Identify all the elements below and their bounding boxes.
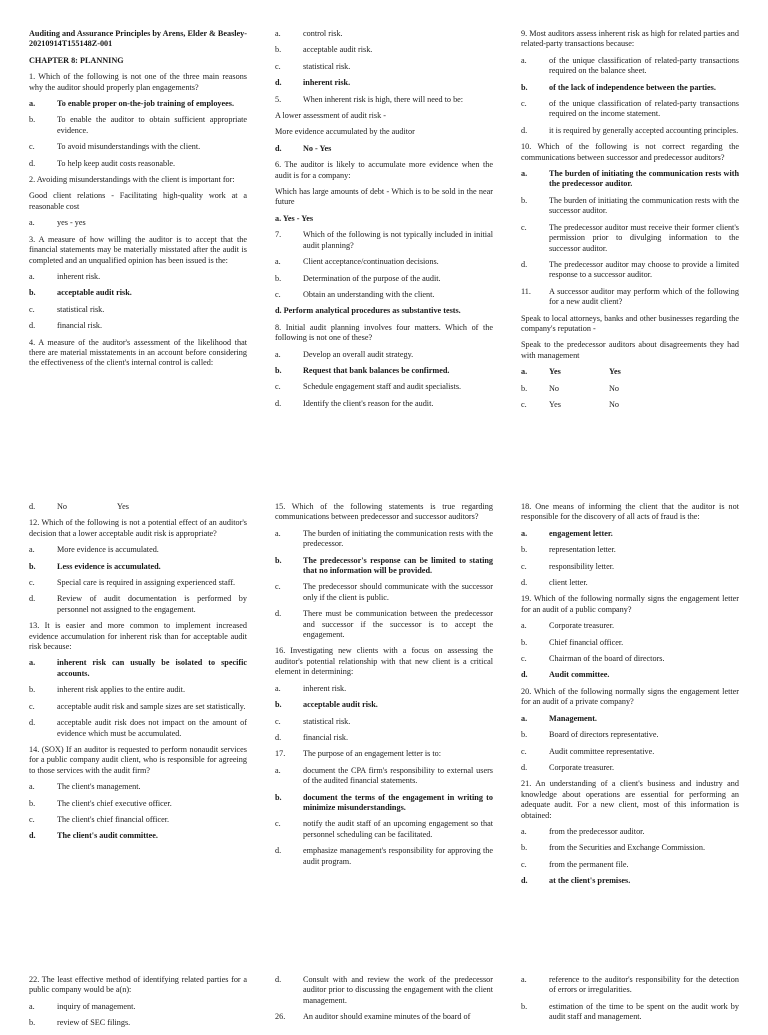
question-text: 6. The auditor is likely to accumulate more evidence when the audit is for a company: — [275, 160, 493, 180]
answer-first: No — [549, 383, 560, 393]
question-text: 9. Most auditors assess inherent risk as high for related parties and related-party transactions because: — [521, 29, 739, 49]
option-letter: a. — [29, 658, 36, 668]
option-letter: b. — [521, 82, 528, 92]
option-text: financial risk. — [57, 321, 103, 331]
option-text: document the CPA firm's responsibility to external users of the audited financial statements. — [303, 765, 493, 786]
option-text: The client's chief executive officer. — [57, 798, 172, 808]
option-text: Determination of the purpose of the audit. — [303, 273, 441, 283]
option-letter: b. — [29, 115, 36, 125]
option-text: it is required by generally accepted accounting principles. — [549, 125, 739, 135]
option-text: A successor auditor may perform which of the following for a new audit client? — [549, 286, 739, 307]
question-text: Which has large amounts of debt - Which is to be sold in the near future — [275, 187, 493, 207]
answer-second: Yes — [117, 502, 129, 511]
answer-option — [29, 272, 247, 282]
option-text: The predecessor auditor may choose to provide a limited response to a successor auditor. — [549, 259, 739, 280]
answer-option — [521, 638, 739, 648]
answer-second: No — [609, 399, 620, 409]
option-text: notify the audit staff of an upcoming engagement so that personnel scheduling can be facilitated. — [303, 819, 493, 839]
option-letter: b. — [275, 45, 282, 55]
answer-option — [29, 799, 247, 809]
yes-no-option — [521, 367, 739, 377]
option-letter: 7. — [275, 230, 282, 240]
option-letter: c. — [521, 399, 527, 409]
answer-option — [29, 1002, 247, 1012]
option-letter: d. — [275, 732, 282, 742]
option-text: inquiry of management. — [57, 1001, 136, 1011]
answer-option — [275, 975, 493, 1006]
option-text: The purpose of an engagement letter is to: — [303, 749, 442, 759]
answer-option — [275, 684, 493, 694]
option-letter: a. — [521, 169, 528, 179]
option-letter: b. — [275, 555, 282, 565]
option-letter: d. — [29, 158, 36, 168]
option-text: The client's management. — [57, 782, 141, 792]
option-text: inherent risk. — [303, 78, 351, 88]
answer-option — [275, 700, 493, 710]
option-letter: d. — [521, 578, 528, 588]
answer-option — [275, 257, 493, 267]
question-text: Speak to local attorneys, banks and other businesses regarding the company's reputation - — [521, 313, 739, 333]
option-letter: a. — [521, 528, 528, 538]
question-text: 12. Which of the following is not a potential effect of an auditor's decision that a lower acceptable audit risk is appropriate? — [29, 518, 247, 538]
option-text: control risk. — [303, 29, 343, 38]
answer-option — [521, 223, 739, 254]
answer-option — [521, 83, 739, 93]
option-text: acceptable audit risk. — [57, 288, 132, 298]
option-text: Special care is required in assigning experienced staff. — [57, 578, 236, 588]
answer-option — [29, 594, 247, 615]
option-text: Obtain an understanding with the client. — [303, 289, 435, 299]
answer-option — [275, 144, 493, 154]
option-text: The burden of initiating the communication rests with the predecessor auditor. — [549, 169, 739, 189]
answer-option — [521, 827, 739, 837]
option-text: Which of the following is not typically included in initial audit planning? — [303, 230, 493, 250]
answer-option — [521, 670, 739, 680]
option-text: inherent risk. — [57, 271, 101, 281]
answer-option — [275, 529, 493, 550]
question-text: 16. Investigating new clients with a focus on assessing the auditor's potential relationship with that new client is a critical element in determining: — [275, 646, 493, 677]
option-letter: a. — [29, 1001, 35, 1011]
page3-column-3 — [521, 975, 739, 1029]
answer-option — [521, 654, 739, 664]
option-letter: b. — [29, 798, 36, 808]
answer-option — [521, 126, 739, 136]
question-text: Good client relations - Facilitating high-quality work at a reasonable cost — [29, 191, 247, 211]
option-letter: d. — [29, 594, 36, 604]
option-text: Management. — [549, 713, 597, 723]
option-text: reference to the auditor's responsibility for the detection of errors or irregularities. — [549, 975, 739, 995]
option-letter: b. — [275, 365, 282, 375]
question-text: A lower assessment of audit risk - — [275, 111, 386, 121]
answer-option — [275, 29, 493, 39]
answer-option — [275, 230, 493, 251]
option-text: The burden of initiating the communication rests with the successor auditor. — [549, 195, 739, 216]
option-letter: d. — [275, 609, 282, 619]
answer-second: No — [609, 383, 620, 393]
option-text: financial risk. — [303, 732, 349, 742]
answer-option — [521, 621, 739, 631]
option-text: statistical risk. — [303, 61, 351, 71]
option-text: The predecessor auditor must receive their former client's permission prior to divulging information to the successor auditor. — [549, 222, 739, 253]
option-letter: a. — [29, 218, 35, 228]
option-letter: d. — [29, 321, 36, 331]
question-text: 4. A measure of the auditor's assessment of the likelihood that there are material misstatements in an account before considering the effectiveness of the client's internal control is called: — [29, 337, 247, 368]
option-text: The client's chief financial officer. — [57, 814, 170, 824]
answer-second: Yes — [609, 367, 621, 377]
option-letter: b. — [29, 288, 36, 298]
option-letter: b. — [275, 700, 282, 710]
answer-option — [29, 562, 247, 572]
option-letter: 5. — [275, 94, 282, 104]
option-letter: b. — [275, 273, 282, 283]
answer-option — [29, 545, 247, 555]
option-text: representation letter. — [549, 545, 616, 555]
option-letter: c. — [275, 382, 281, 392]
answer-option — [275, 399, 493, 409]
answer-option — [275, 382, 493, 392]
option-letter: b. — [521, 843, 528, 853]
question-text: 8. Initial audit planning involves four matters. Which of the following is not one of these? — [275, 322, 493, 343]
option-text: Identify the client's reason for the audit. — [303, 398, 434, 408]
option-letter: b. — [29, 1018, 36, 1028]
option-letter: c. — [29, 701, 35, 711]
answer-option — [275, 609, 493, 640]
option-letter: c. — [275, 716, 281, 726]
answer-option — [29, 142, 247, 152]
question-text: 1. Which of the following is not one of the three main reasons why the auditor should properly plan engagements? — [29, 72, 247, 92]
option-text: Chief financial officer. — [549, 637, 624, 647]
option-text: To avoid misunderstandings with the client. — [57, 142, 201, 152]
option-text: Corporate treasurer. — [549, 762, 615, 772]
option-letter: b. — [29, 561, 36, 571]
option-letter: 26. — [275, 1012, 286, 1022]
option-letter: a. — [521, 826, 527, 836]
option-letter: a. — [29, 271, 35, 281]
option-text: acceptable audit risk. — [303, 700, 378, 710]
page3-column-1 — [29, 975, 247, 1035]
page1-column-1 — [29, 29, 247, 375]
answer-option — [275, 366, 493, 376]
option-letter: a. — [29, 99, 36, 109]
answer-option — [29, 702, 247, 712]
answer-option — [29, 831, 247, 841]
option-letter: d. — [521, 670, 528, 680]
option-text: An auditor should examine minutes of the board of — [303, 1012, 471, 1022]
option-text: No - Yes — [303, 143, 332, 153]
option-letter: a. — [275, 683, 281, 693]
option-text: Develop an overall audit strategy. — [303, 349, 414, 359]
question-text: 19. Which of the following normally signs the engagement letter for an audit of a public company? — [521, 594, 739, 614]
answer-option — [521, 99, 739, 120]
option-letter: a. — [521, 713, 528, 723]
option-letter: d. — [521, 125, 528, 135]
option-letter: d. — [29, 831, 36, 841]
option-text: statistical risk. — [303, 716, 351, 726]
answer-option — [521, 1002, 739, 1023]
answer-option — [521, 562, 739, 572]
question-text: 2. Avoiding misunderstandings with the client is important for: — [29, 175, 235, 185]
option-letter: c. — [521, 859, 527, 869]
answer-option — [29, 718, 247, 739]
answer-option — [29, 218, 247, 228]
option-letter: b. — [29, 685, 36, 695]
option-letter: b. — [521, 730, 528, 740]
question-text: 21. An understanding of a client's business and industry and knowledge about operations are essential for performing an adequate audit. For a new client, most of this information is obtained: — [521, 779, 739, 820]
option-letter: a. — [275, 765, 281, 775]
answer-option — [275, 582, 493, 603]
answer-option — [29, 782, 247, 792]
option-text: To help keep audit costs reasonable. — [57, 158, 176, 168]
page2-column-1 — [29, 502, 247, 848]
option-text: Consult with and review the work of the predecessor auditor prior to discussing the engagement with the client management. — [303, 975, 493, 1005]
yes-no-option — [521, 400, 739, 410]
option-text: from the predecessor auditor. — [549, 826, 645, 836]
option-letter: c. — [275, 819, 281, 829]
page3-column-2 — [275, 975, 493, 1029]
answer-option — [275, 846, 493, 867]
option-text: The predecessor should communicate with the successor only if the client is public. — [303, 582, 493, 602]
option-letter: c. — [275, 582, 281, 592]
option-text: Chairman of the board of directors. — [549, 654, 665, 664]
answer-first: Yes — [549, 367, 561, 377]
option-letter: a. — [521, 621, 527, 631]
option-letter: 17. — [275, 749, 286, 759]
option-text: Less evidence is accumulated. — [57, 561, 161, 571]
answer-option — [521, 196, 739, 217]
answer-option — [521, 763, 739, 773]
answer-option — [275, 556, 493, 577]
option-text: of the lack of independence between the parties. — [549, 82, 716, 92]
option-letter: c. — [29, 304, 35, 314]
answer-option — [29, 115, 247, 136]
answer-option — [29, 159, 247, 169]
option-letter: d. — [275, 846, 282, 856]
option-text: To enable proper on-the-job training of employees. — [57, 99, 235, 109]
option-text: acceptable audit risk and sample sizes are set statistically. — [57, 701, 246, 711]
answer-first: No — [57, 502, 68, 511]
answer-first: Yes — [549, 399, 561, 409]
question-text: More evidence accumulated by the auditor — [275, 127, 415, 137]
option-text: statistical risk. — [57, 304, 105, 314]
option-text: document the terms of the engagement in writing to minimize misunderstandings. — [303, 792, 493, 812]
option-letter: c. — [29, 578, 35, 588]
answer-option — [521, 876, 739, 886]
answer-option — [275, 274, 493, 284]
answer-option — [275, 78, 493, 88]
question-text: 10. Which of the following is not correct regarding the communications between successor and predecessor auditors? — [521, 142, 739, 162]
answer-option — [521, 843, 739, 853]
heading: CHAPTER 8: PLANNING — [29, 55, 124, 65]
option-text: When inherent risk is high, there will need to be: — [303, 94, 464, 104]
answer-option — [275, 62, 493, 72]
option-text: The client's audit committee. — [57, 831, 158, 841]
answer-option — [521, 860, 739, 870]
option-letter: a. — [29, 782, 35, 792]
page2-column-3 — [521, 502, 739, 893]
question-text: 14. (SOX) If an auditor is requested to perform nonaudit services for a public company audit client, who is responsible for agreeing to those services with the audit firm? — [29, 744, 247, 775]
answer-option — [521, 578, 739, 588]
option-letter: c. — [521, 654, 527, 664]
option-letter: c. — [521, 222, 527, 232]
option-letter: d. — [275, 143, 282, 153]
answer-option — [275, 350, 493, 360]
option-text: emphasize management's responsibility for approving the audit program. — [303, 846, 493, 866]
answer-option — [29, 658, 247, 679]
option-text: acceptable audit risk. — [303, 45, 373, 55]
option-text: inherent risk can usually be isolated to specific accounts. — [57, 658, 247, 678]
answer-option — [521, 714, 739, 724]
option-letter: b. — [521, 383, 528, 393]
question-text: a. Yes - Yes — [275, 213, 314, 223]
answer-option — [275, 766, 493, 787]
answer-option — [521, 529, 739, 539]
option-letter: a. — [275, 528, 281, 538]
option-letter: d. — [275, 398, 282, 408]
answer-option — [521, 730, 739, 740]
option-letter: a. — [521, 367, 528, 377]
option-text: from the permanent file. — [549, 859, 629, 869]
option-text: Review of audit documentation is performed by personnel not assigned to the engagement. — [57, 594, 247, 614]
option-letter: b. — [275, 792, 282, 802]
option-text: inherent risk applies to the entire audit. — [57, 685, 186, 695]
page2-column-2 — [275, 502, 493, 873]
option-letter: c. — [521, 746, 527, 756]
option-text: Schedule engagement staff and audit specialists. — [303, 382, 462, 392]
answer-option — [521, 545, 739, 555]
option-text: The burden of initiating the communication rests with the predecessor. — [303, 528, 493, 549]
question-text: Speak to the predecessor auditors about disagreements they had with management — [521, 340, 739, 360]
option-text: There must be communication between the predecessor and successor if the successor is to accept the engagement. — [303, 609, 493, 640]
yes-no-option — [521, 384, 739, 394]
answer-option — [521, 747, 739, 757]
answer-option — [29, 685, 247, 695]
option-text: at the client's premises. — [549, 876, 631, 886]
option-letter: c. — [29, 142, 35, 152]
answer-option — [29, 305, 247, 315]
question-text: 20. Which of the following normally signs the engagement letter for an audit of a private company? — [521, 686, 739, 707]
option-text: review of SEC filings. — [57, 1018, 131, 1028]
option-letter: c. — [29, 814, 35, 824]
option-letter: b. — [521, 637, 528, 647]
option-letter: d. — [275, 975, 282, 984]
option-text: Audit committee representative. — [549, 746, 655, 756]
option-text: Audit committee. — [549, 670, 610, 680]
option-text: inherent risk. — [303, 683, 347, 693]
answer-option — [29, 99, 247, 109]
option-letter: c. — [521, 561, 527, 571]
option-text: Request that bank balances be confirmed. — [303, 365, 450, 375]
option-text: Client acceptance/continuation decisions. — [303, 257, 439, 267]
option-text: More evidence is accumulated. — [57, 545, 159, 555]
answer-option — [29, 578, 247, 588]
answer-option — [29, 288, 247, 298]
answer-option — [29, 815, 247, 825]
option-letter: a. — [275, 257, 281, 267]
option-letter: d. — [29, 502, 36, 511]
option-text: acceptable audit risk does not impact on the amount of evidence which must be accumulated. — [57, 718, 247, 738]
option-text: of the unique classification of related-party transactions required on the balance sheet. — [549, 55, 739, 76]
answer-option — [521, 169, 739, 190]
answer-option — [521, 56, 739, 77]
option-text: Board of directors representative. — [549, 730, 659, 740]
option-letter: a. — [521, 55, 527, 65]
option-letter: c. — [275, 61, 281, 71]
answer-option — [521, 975, 739, 996]
question-text: d. Perform analytical procedures as substantive tests. — [275, 306, 461, 316]
option-text: yes - yes — [57, 218, 86, 228]
option-letter: 11. — [521, 286, 531, 296]
answer-option — [275, 45, 493, 55]
page1-column-3 — [521, 29, 739, 416]
option-letter: d. — [29, 718, 36, 728]
answer-option — [521, 287, 739, 308]
question-text: 3. A measure of how willing the auditor is to accept that the financial statements may be materially misstated after the audit is completed and an unqualified opinion has been issued is the: — [29, 234, 247, 265]
question-text: 13. It is easier and more common to implement increased evidence accumulation for inherent risk than for acceptable audit risk because: — [29, 621, 247, 652]
answer-option — [275, 290, 493, 300]
answer-option — [275, 793, 493, 814]
option-letter: b. — [521, 545, 528, 555]
question-text: 15. Which of the following statements is true regarding communications between predecessor and successor auditors? — [275, 502, 493, 522]
option-letter: a. — [521, 975, 527, 984]
option-text: The predecessor's response can be limited to stating that no information will be provided. — [303, 555, 493, 576]
question-text: 22. The least effective method of identifying related parties for a public company would be a(n): — [29, 975, 247, 995]
answer-option — [275, 819, 493, 840]
option-letter: d. — [521, 762, 528, 772]
option-text: responsibility letter. — [549, 561, 615, 571]
option-text: client letter. — [549, 578, 588, 588]
answer-option — [29, 321, 247, 331]
question-text: 18. One means of informing the client that the auditor is not responsible for the discovery of all acts of fraud is the: — [521, 502, 739, 522]
option-text: Corporate treasurer. — [549, 621, 615, 631]
option-letter: a. — [29, 545, 35, 555]
option-letter: b. — [521, 1001, 528, 1011]
answer-option — [275, 749, 493, 759]
option-text: To enable the auditor to obtain sufficient appropriate evidence. — [57, 115, 247, 135]
yes-no-option — [29, 502, 247, 512]
option-text: engagement letter. — [549, 528, 613, 538]
option-letter: b. — [521, 195, 528, 205]
option-text: from the Securities and Exchange Commission. — [549, 843, 705, 853]
option-text: estimation of the time to be spent on the audit work by audit staff and management. — [549, 1001, 739, 1022]
option-letter: d. — [521, 876, 528, 886]
option-letter: c. — [275, 289, 281, 299]
option-letter: d. — [275, 78, 282, 88]
answer-option — [275, 1012, 493, 1022]
option-text: of the unique classification of related-party transactions required on the income statement. — [549, 99, 739, 119]
heading: Auditing and Assurance Principles by Arens, Elder & Beasley-20210914T155148Z-001 — [29, 29, 247, 49]
page1-column-2 — [275, 29, 493, 415]
option-letter: a. — [275, 29, 281, 38]
option-letter: a. — [275, 349, 281, 359]
answer-option — [275, 717, 493, 727]
answer-option — [275, 95, 493, 105]
answer-option — [29, 1018, 247, 1028]
answer-option — [275, 733, 493, 743]
answer-option — [521, 260, 739, 281]
option-letter: c. — [521, 99, 527, 109]
option-letter: d. — [521, 259, 528, 269]
